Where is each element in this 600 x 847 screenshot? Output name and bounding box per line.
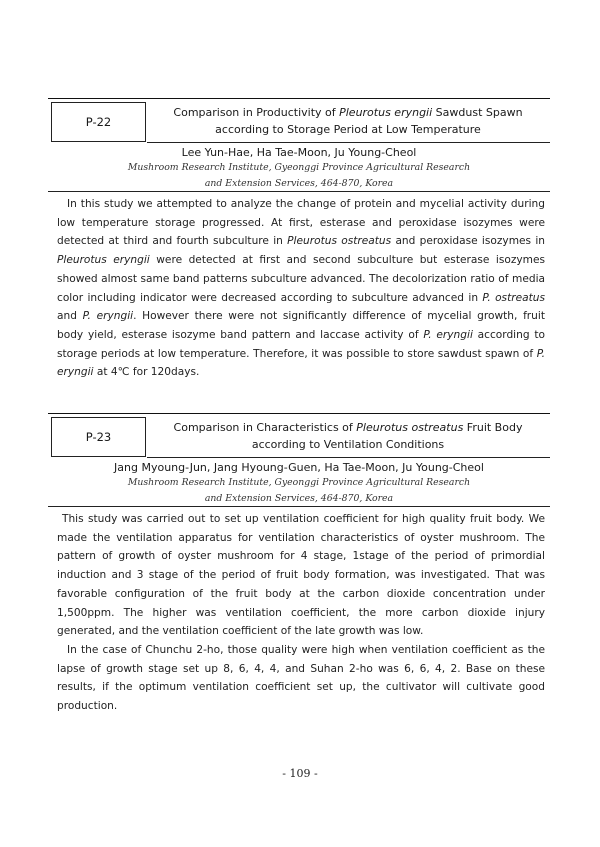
abstract-code-box (51, 102, 146, 142)
affiliation: Mushroom Research Institute, Gyeonggi Province Agricultural Research and Extension Services, 464-870, Korea (127, 477, 471, 504)
affiliation-bottom-rule (48, 191, 550, 192)
section-top-rule (48, 413, 550, 414)
abstract-code: P-22 (85, 115, 112, 129)
abstract-p23 (48, 413, 550, 743)
affiliation: Mushroom Research Institute, Gyeonggi Province Agricultural Research and Extension Services, 464-870, Korea (127, 162, 471, 189)
abstract-body: In this study we attempted to analyze the change of protein and mycelial activity during low temperature storage progressed. At first, esterase and peroxidase isozymes were detected at third and fourth subculture in Pleurotus ostreatus and peroxidase isozymes in Pleurotus eryngii were detected at first and second subculture but esterase isozymes showed almost same band patterns subculture advanced. The decolorization ratio of media color including indicator were decreased according to subculture advanced in P. ostreatus and P. eryngii. However there were not significantly difference of mycelial growth, fruit body yield, esterase isozyme band pattern and laccase activity of P. eryngii according to storage periods at low temperature. Therefore, it was possible to store sawdust spawn of P. eryngii at 4℃ for 120days. (57, 198, 546, 379)
authors: Jang Myoung-Jun, Jang Hyoung-Guen, Ha Tae-Moon, Ju Young-Cheol (114, 461, 484, 474)
title-bottom-rule (147, 457, 550, 458)
section-top-rule (48, 98, 550, 99)
abstract-body (57, 510, 545, 716)
abstract-code-box (51, 417, 146, 457)
abstract-code: P-23 (85, 430, 112, 444)
abstract-title: Comparison in Characteristics of Pleurotus ostreatus Fruit Body according to Ventilation Conditions (173, 421, 523, 451)
title-bottom-rule (147, 142, 550, 143)
page-number: - 109 - (282, 767, 318, 780)
abstract-paragraph: In the case of Chunchu 2-ho, those quality were high when ventilation coefficient as the lapse of growth stage set up 8, 6, 4, 4, and Suhan 2-ho was 6, 6, 4, 2. Base on these results, if the optimum ventilation coefficient set up, the cultivator will cultivate good production. (57, 643, 545, 713)
authors: Lee Yun-Hae, Ha Tae-Moon, Ju Young-Cheol (181, 146, 417, 159)
species-name: Pleurotus ostreatus (356, 421, 464, 434)
abstract-p22 (48, 98, 550, 398)
species-name: Pleurotus eryngii (339, 106, 433, 119)
abstract-title: Comparison in Productivity of Pleurotus eryngii Sawdust Spawn according to Storage Period at Low Temperature (173, 106, 523, 136)
affiliation-bottom-rule (48, 506, 550, 507)
abstract-paragraph: This study was carried out to set up ventilation coefficient for high quality fruit body. We made the ventilation apparatus for ventilation characteristics of oyster mushroom. The pattern of growth of oyster mushroom for 4 stage, 1stage of the period of primordial induction and 3 stage of the period of fruit body formation, was investigated. That was favorable configuration of the fruit body at the carbon dioxide concentration under 1,500ppm. The higher was ventilation coefficient, the more carbon dioxide injury generated, and the ventilation coefficient of the late growth was low. (57, 513, 545, 638)
